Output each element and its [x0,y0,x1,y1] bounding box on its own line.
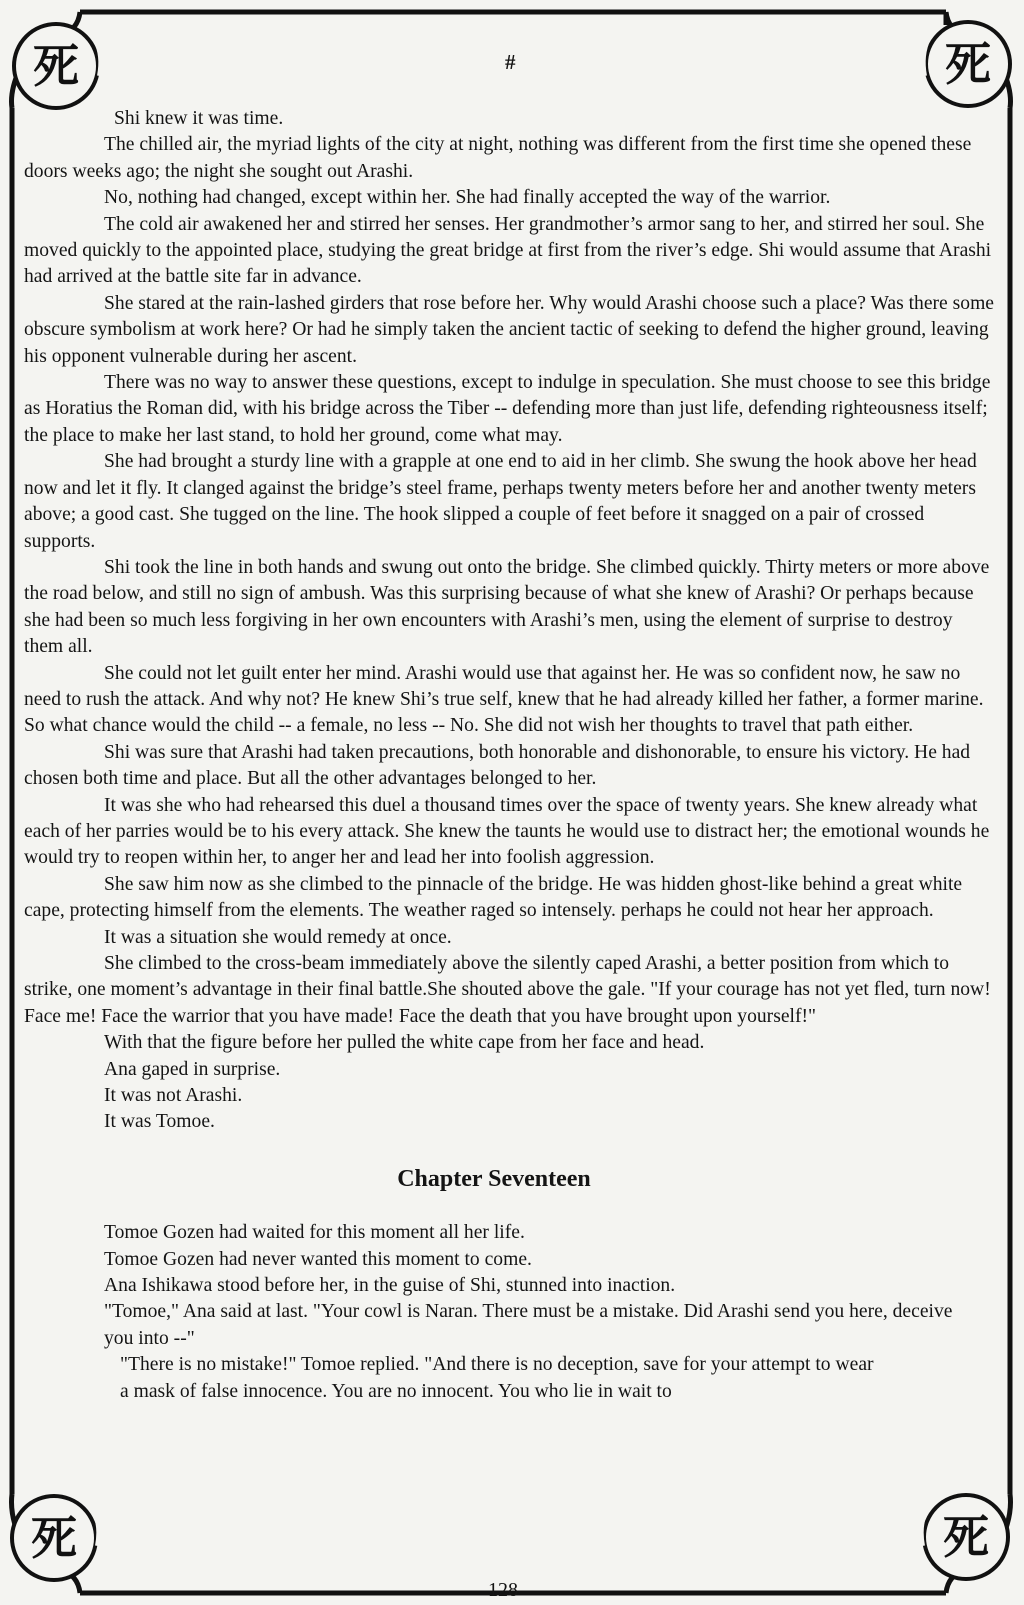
paragraph: Shi was sure that Arashi had taken precautions, both honorable and dishonorable, to ensure his victory. He had chosen both time and place. But all the other advantages belonged to her. [24,741,971,790]
death-kanji-icon: 死 [31,1511,77,1565]
paragraph: Tomoe Gozen had never wanted this moment to come. [104,1248,532,1270]
paragraph: It was Tomoe. [104,1111,215,1133]
death-kanji-icon: 死 [945,37,991,91]
paragraph: It was a situation she would remedy at once. [104,926,452,948]
paragraph: "There is no mistake!" Tomoe replied. "And there is no deception, save for your attempt to wear a mask of false innocence. You are no innocent. You who lie in wait to [120,1354,874,1402]
section-marker: # [505,50,516,74]
paragraph: It was she who had rehearsed this duel a thousand times over the space of twenty years. She knew already what each of her parries would be to his every attack. She knew the taunts he would use to distract her; the emotional wounds he would try to reopen within her, to anger her and lead her into foolish aggression. [24,794,990,869]
paragraph: She saw him now as she climbed to the pinnacle of the bridge. He was hidden ghost-like behind a great white cape, protecting himself from the elements. The weather raged so intensely. perhaps he could not hear her approach. [24,873,963,922]
paragraph: Tomoe Gozen had waited for this moment all her life. [104,1222,525,1244]
paragraph: She climbed to the cross-beam immediately above the silently caped Arashi, a better position from which to strike, one moment’s advantage in their final battle.She shouted above the gale. "If your courage has not yet fled, turn now! Face me! Face the warrior that you have made! Face the death that you have brought upon yourself!" [24,953,991,1027]
death-kanji-icon: 死 [943,1510,989,1564]
paragraph: It was not Arashi. [104,1085,243,1107]
page-number: 128 [488,1579,518,1601]
paragraph: Shi took the line in both hands and swung out onto the bridge. She climbed quickly. Thirty meters or more above the road below, and still no sign of ambush. Was this surprising because of what she knew of Arashi? Or perhaps because she had been so much less forgiving in her own encounters with Arashi’s men, using the element of surprise to destroy them all. [24,556,990,658]
paragraph: There was no way to answer these questions, except to indulge in speculation. She must choose to see this bridge as Horatius the Roman did, with his bridge across the Tiber -- defending more than just life, defending righteousness itself; the place to make her last stand, to hold her ground, come what may. [24,372,991,446]
paragraph: She had brought a sturdy line with a grapple at one end to aid in her climb. She swung the hook above her head now and let it fly. It clanged against the bridge’s steel frame, perhaps twenty meters before her and another twenty meters above; a good cast. She tugged on the line. The hook slipped a couple of feet before it snagged on a pair of crossed supports. [24,451,977,552]
chapter-title: Chapter Seventeen [397,1165,591,1192]
paragraph: Shi knew it was time. [114,108,284,129]
paragraph: With that the figure before her pulled the white cape from her face and head. [104,1032,705,1054]
paragraph: Ana Ishikawa stood before her, in the guise of Shi, stunned into inaction. [104,1275,676,1297]
paragraph: She could not let guilt enter her mind. Arashi would use that against her. He was so confident now, he saw no need to rush the attack. And why not? He knew Shi’s true self, knew that he had already killed her father, a former marine. So what chance would the child -- a female, no less -- No. She did not wish her thoughts to travel that path either. [24,662,984,737]
paragraph: "Tomoe," Ana said at last. "Your cowl is Naran. There must be a mistake. Did Arashi send you here, deceive you into --" [104,1301,953,1349]
paragraph: No, nothing had changed, except within her. She had finally accepted the way of the warrior. [104,187,831,209]
paragraph: Ana gaped in surprise. [104,1058,281,1080]
story-text [24,106,994,1405]
paragraph: The cold air awakened her and stirred her senses. Her grandmother’s armor sang to her, and stirred her soul. She moved quickly to the appointed place, studying the great bridge at first from the river’s edge. Shi would assume that Arashi had arrived at the battle site far in advance. [24,213,992,288]
death-kanji-icon: 死 [33,39,79,93]
paragraph: She stared at the rain-lashed girders that rose before her. Why would Arashi choose such a place? Was there some obscure symbolism at work here? Or had he simply taken the ancient tactic of seeking to defend the higher ground, leaving his opponent vulnerable during her ascent. [24,292,995,367]
paragraph: The chilled air, the myriad lights of the city at night, nothing was different from the first time she opened these doors weeks ago; the night she sought out Arashi. [24,134,972,182]
